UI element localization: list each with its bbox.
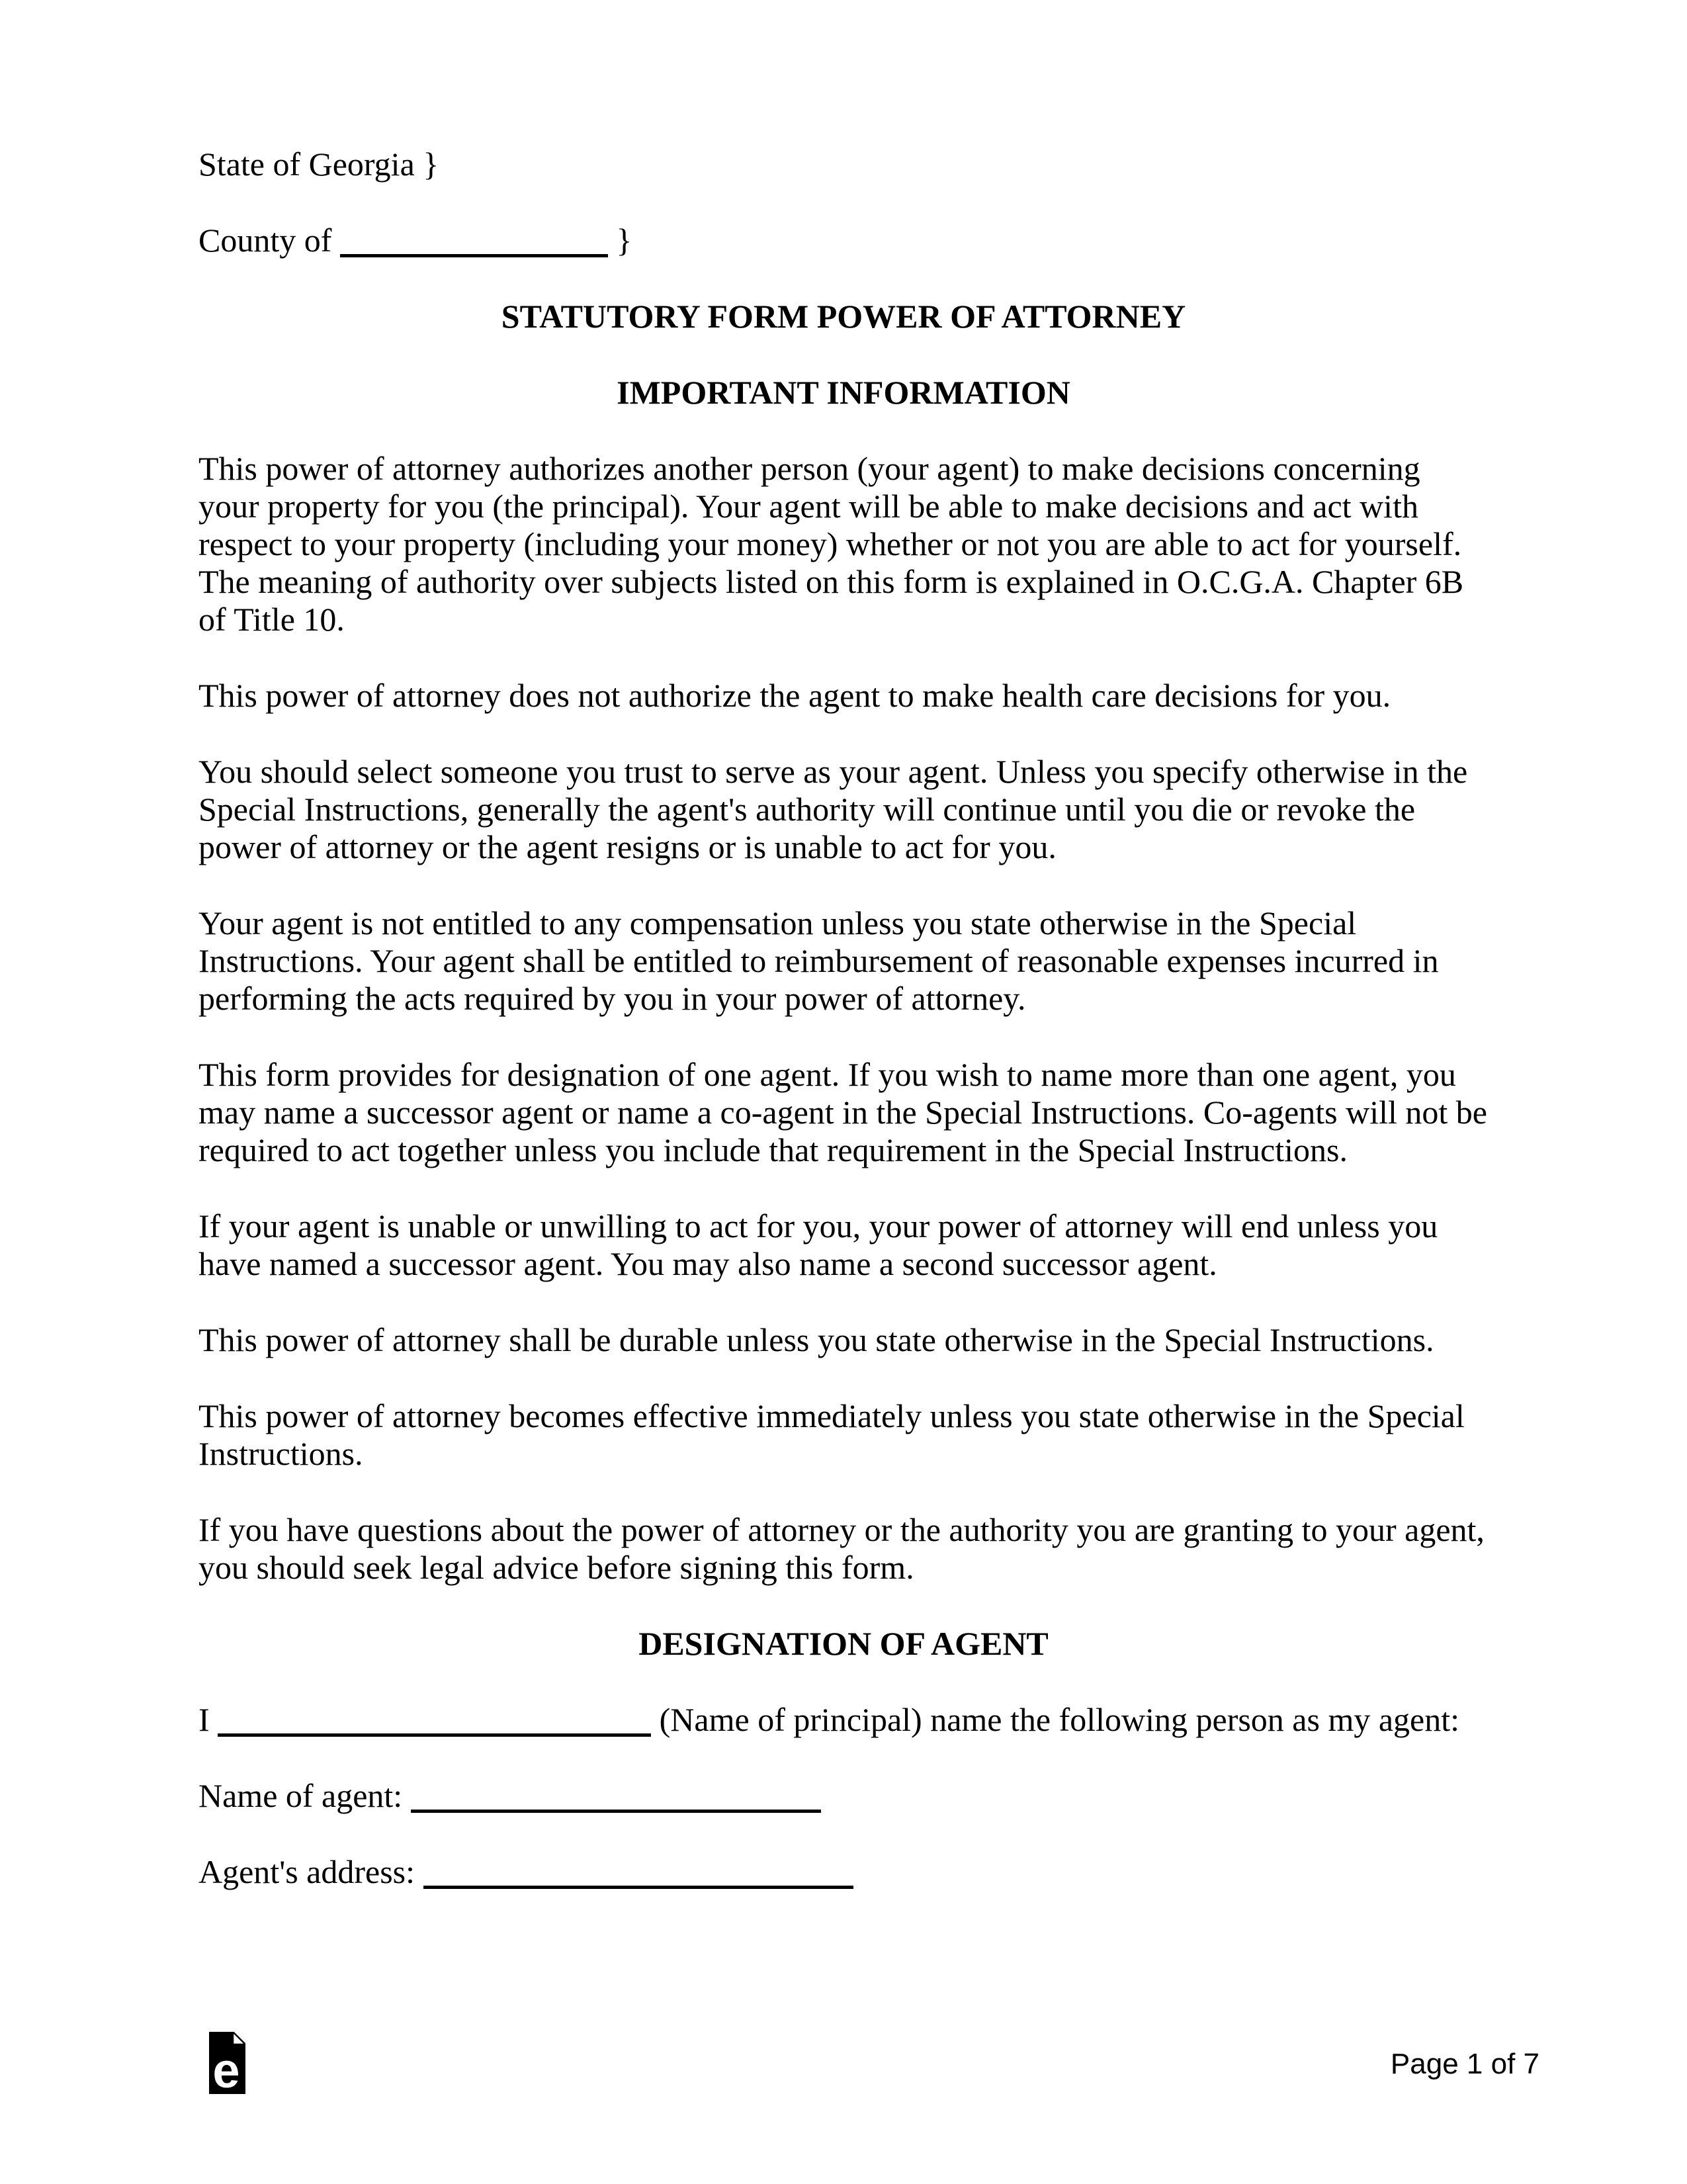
county-label: County of bbox=[198, 222, 332, 259]
agent-name-blank[interactable] bbox=[411, 1802, 821, 1813]
agent-address-blank[interactable] bbox=[423, 1878, 853, 1889]
designation-of-agent-heading: DESIGNATION OF AGENT bbox=[638, 1625, 1049, 1662]
paragraph-effective-immediately: This power of attorney becomes effective immediately unless you state otherwise in the Special Instructions. bbox=[198, 1397, 1465, 1472]
principal-suffix: (Name of principal) name the following person as my agent: bbox=[659, 1701, 1460, 1738]
principal-line bbox=[198, 1701, 1489, 1739]
county-blank[interactable] bbox=[340, 246, 608, 257]
agent-name-label: Name of agent: bbox=[198, 1777, 403, 1814]
paragraph-health-care: This power of attorney does not authorize the agent to make health care decisions for you. bbox=[198, 677, 1391, 714]
eforms-logo-icon bbox=[209, 2032, 245, 2094]
main-title: STATUTORY FORM POWER OF ATTORNEY bbox=[501, 298, 1186, 335]
principal-name-blank[interactable] bbox=[218, 1725, 651, 1737]
agent-address-label: Agent's address: bbox=[198, 1853, 415, 1890]
county-brace: } bbox=[616, 222, 632, 259]
agent-address-line bbox=[198, 1853, 1489, 1891]
paragraph-one-agent: This form provides for designation of one agent. If you wish to name more than one agent, you may name a successor agent or name a co-agent in the Special Instructions. Co-agents will not be required to act together unless you include that requirement in the Special Instructions. bbox=[198, 1056, 1487, 1168]
paragraph-durable: This power of attorney shall be durable unless you state otherwise in the Special Instructions. bbox=[198, 1321, 1434, 1358]
principal-prefix: I bbox=[198, 1701, 210, 1738]
paragraph-authorization: This power of attorney authorizes another person (your agent) to make decisions concerning your property for you (the principal). Your agent will be able to make decisions and act with respect to your property (including your money) whether or not you are able to act for yourself. The meaning of authority over subjects listed on this form is explained in O.C.G.A. Chapter 6B of Title 10. bbox=[198, 450, 1464, 638]
state-line bbox=[198, 146, 1489, 183]
important-information-heading: IMPORTANT INFORMATION bbox=[617, 374, 1070, 411]
state-brace: } bbox=[423, 146, 439, 183]
county-line bbox=[198, 222, 1489, 259]
paragraph-select-agent: You should select someone you trust to serve as your agent. Unless you specify otherwise in the Special Instructions, generally the agent's authority will continue until you die or revoke the power of attorney or the agent resigns or is unable to act for you. bbox=[198, 753, 1468, 865]
eforms-logo-letter: e bbox=[212, 2043, 240, 2094]
paragraph-successor-agent: If your agent is unable or unwilling to act for you, your power of attorney will end unless you have named a successor agent. You may also name a second successor agent. bbox=[198, 1207, 1438, 1282]
state-label: State of Georgia bbox=[198, 146, 415, 183]
paragraph-compensation: Your agent is not entitled to any compensation unless you state otherwise in the Special Instructions. Your agent shall be entitled to reimbursement of reasonable expenses incurred in performing the acts required by you in your power of attorney. bbox=[198, 904, 1439, 1017]
page-number: Page 1 of 7 bbox=[1390, 2048, 1539, 2080]
paragraph-legal-advice: If you have questions about the power of attorney or the authority you are granting to your agent, you should seek legal advice before signing this form. bbox=[198, 1511, 1485, 1586]
agent-name-line bbox=[198, 1777, 1489, 1815]
